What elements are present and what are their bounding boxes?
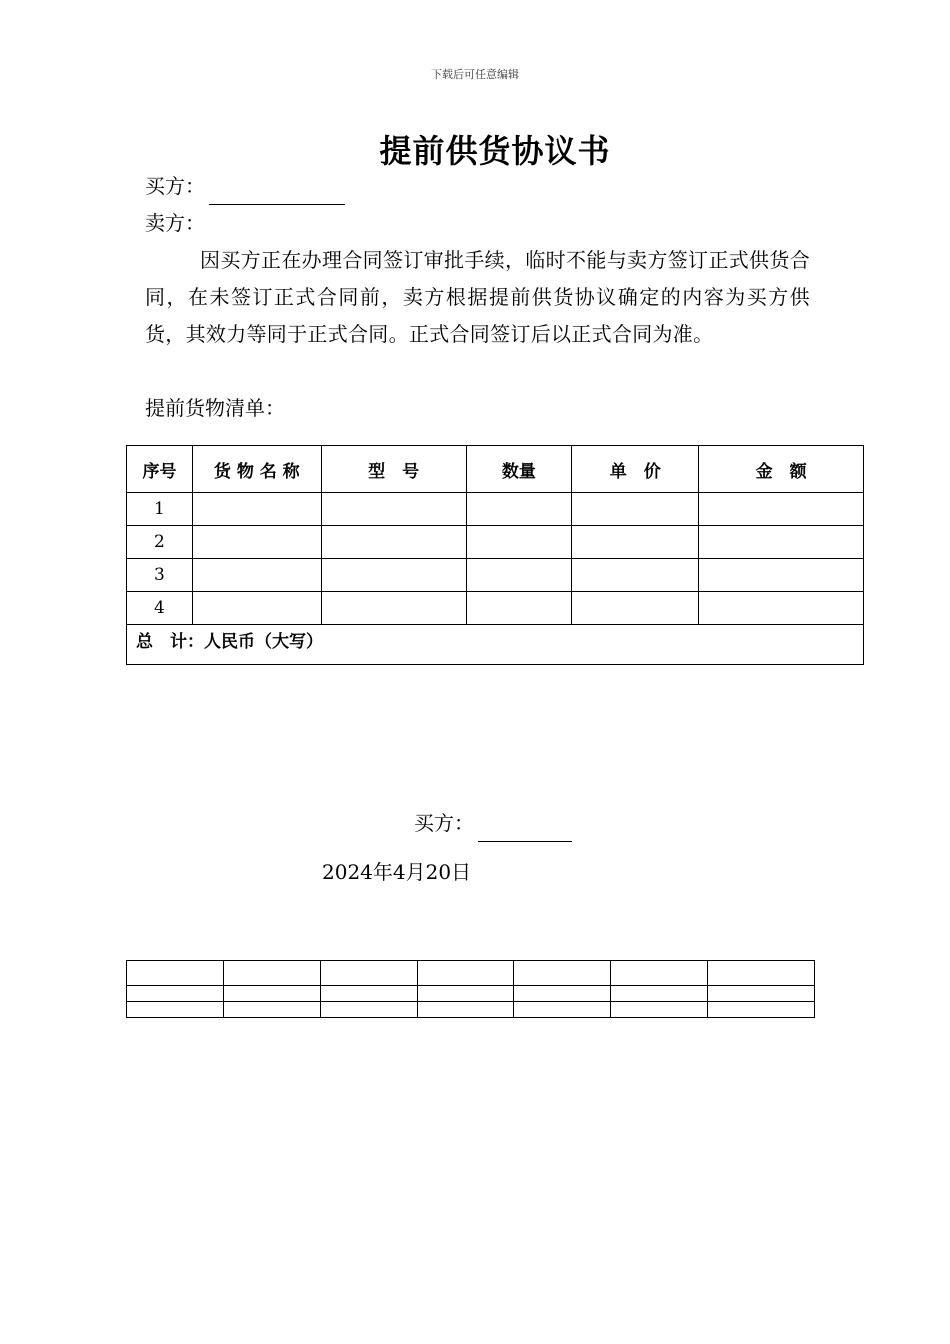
signature-buyer-blank [478, 819, 572, 842]
grid-cell [223, 961, 320, 986]
table-header-row [127, 446, 864, 493]
grid-cell [708, 1002, 815, 1018]
grid-cell [127, 986, 224, 1002]
grid-cell [417, 961, 514, 986]
grid-cell [320, 1002, 417, 1018]
grid-row [127, 1002, 815, 1018]
goods-table [126, 445, 864, 665]
grid-cell [611, 986, 708, 1002]
total-label: 总 计：人民币（大写） [127, 625, 864, 665]
signature-buyer-line [414, 805, 572, 842]
grid-cell [708, 961, 815, 986]
table-cell [572, 526, 699, 559]
agreement-paragraph: 因买方正在办理合同签订审批手续，临时不能与卖方签订正式供货合同，在未签订正式合同前，卖方根据提前供货协议确定的内容为买方供货，其效力等同于正式合同。正式合同签订后以正式合同为准。 [145, 248, 810, 346]
table-cell: 4 [127, 592, 193, 625]
grid-row [127, 961, 815, 986]
header-note: 下载后可任意编辑 [431, 68, 519, 81]
table-cell [466, 493, 572, 526]
table-cell [321, 493, 466, 526]
grid-cell [223, 986, 320, 1002]
table-cell [321, 526, 466, 559]
table-cell [192, 559, 321, 592]
grid-row [127, 986, 815, 1002]
table-row [127, 592, 864, 625]
grid-cell [127, 961, 224, 986]
header-amount: 金 额 [699, 446, 864, 493]
table-cell: 2 [127, 526, 193, 559]
grid-cell [611, 961, 708, 986]
table-cell [466, 526, 572, 559]
grid-cell [320, 961, 417, 986]
table-cell [699, 526, 864, 559]
buyer-line [145, 168, 345, 205]
table-cell [321, 592, 466, 625]
table-cell [192, 592, 321, 625]
signature-date: 2024年4月20日 [322, 860, 472, 884]
signature-buyer-label: 买方： [414, 811, 474, 835]
table-cell [321, 559, 466, 592]
table-cell [466, 592, 572, 625]
seller-label: 卖方： [145, 211, 205, 235]
grid-cell [127, 1002, 224, 1018]
table-cell: 3 [127, 559, 193, 592]
table-row [127, 559, 864, 592]
goods-list-label: 提前货物清单： [145, 396, 285, 420]
grid-cell [417, 986, 514, 1002]
document-title: 提前供货协议书 [379, 132, 611, 170]
table-cell: 1 [127, 493, 193, 526]
grid-cell [223, 1002, 320, 1018]
grid-cell [708, 986, 815, 1002]
grid-cell [514, 1002, 611, 1018]
header-quantity: 数量 [466, 446, 572, 493]
table-cell [466, 559, 572, 592]
buyer-blank [209, 182, 345, 205]
empty-grid-table [126, 960, 815, 1018]
header-serial: 序号 [127, 446, 193, 493]
table-cell [192, 493, 321, 526]
grid-cell [320, 986, 417, 1002]
header-model: 型 号 [321, 446, 466, 493]
table-cell [699, 559, 864, 592]
grid-cell [514, 961, 611, 986]
table-row [127, 526, 864, 559]
table-row [127, 493, 864, 526]
total-row [127, 625, 864, 665]
grid-cell [417, 1002, 514, 1018]
table-cell [572, 559, 699, 592]
table-cell [699, 493, 864, 526]
table-cell [572, 493, 699, 526]
header-unit-price: 单 价 [572, 446, 699, 493]
grid-cell [514, 986, 611, 1002]
table-cell [699, 592, 864, 625]
table-cell [572, 592, 699, 625]
header-goods-name: 货 物 名 称 [192, 446, 321, 493]
grid-cell [611, 1002, 708, 1018]
table-cell [192, 526, 321, 559]
buyer-label: 买方： [145, 174, 205, 198]
seller-line [145, 205, 205, 242]
